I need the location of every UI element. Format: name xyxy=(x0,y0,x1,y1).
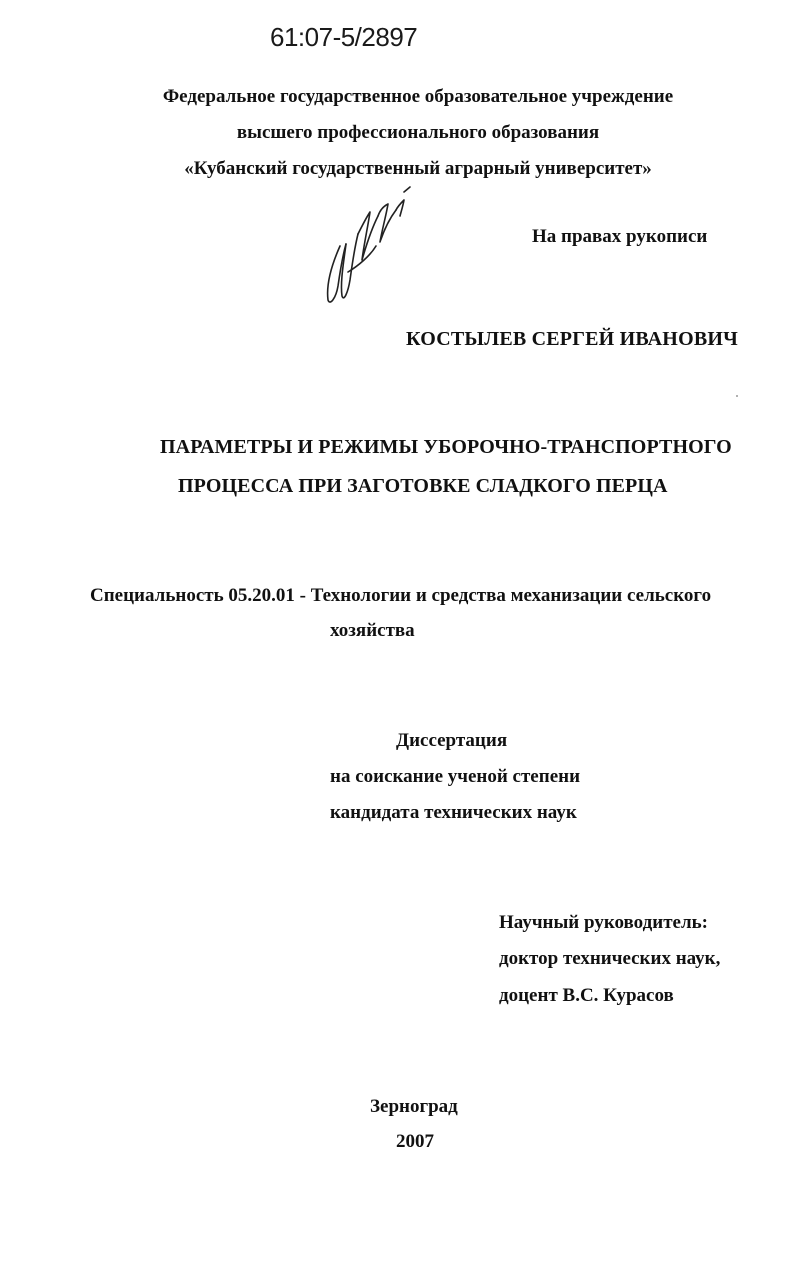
supervisor-name: доцент В.С. Курасов xyxy=(499,985,674,1006)
scan-speck xyxy=(736,395,738,397)
specialty-line-2: хозяйства xyxy=(330,620,415,641)
city: Зерноград xyxy=(370,1096,458,1117)
supervisor-heading: Научный руководитель: xyxy=(499,912,708,933)
title-line-2: ПРОЦЕССА ПРИ ЗАГОТОВКЕ СЛАДКОГО ПЕРЦА xyxy=(178,475,668,497)
supervisor-degree: доктор технических наук, xyxy=(499,948,721,969)
dissertation-label: Диссертация xyxy=(396,730,508,751)
institution-line-1: Федеральное государственное образовательное учреждение xyxy=(162,86,674,107)
year: 2007 xyxy=(396,1131,434,1152)
degree-line-1: на соискание ученой степени xyxy=(330,766,581,787)
degree-line-2: кандидата технических наук xyxy=(330,802,577,823)
archive-stamp: 61:07-5/2897 xyxy=(270,22,418,52)
institution-line-3: «Кубанский государственный аграрный университет» xyxy=(184,158,652,179)
title-line-1: ПАРАМЕТРЫ И РЕЖИМЫ УБОРОЧНО-ТРАНСПОРТНОГО xyxy=(160,436,732,458)
author-name: КОСТЫЛЕВ СЕРГЕЙ ИВАНОВИЧ xyxy=(406,328,738,350)
manuscript-rights-label: На правах рукописи xyxy=(532,226,708,247)
institution-line-2: высшего профессионального образования xyxy=(236,122,600,143)
specialty-line-1: Специальность 05.20.01 - Технологии и средства механизации сельского xyxy=(90,585,712,606)
handwritten-signature xyxy=(318,186,418,308)
